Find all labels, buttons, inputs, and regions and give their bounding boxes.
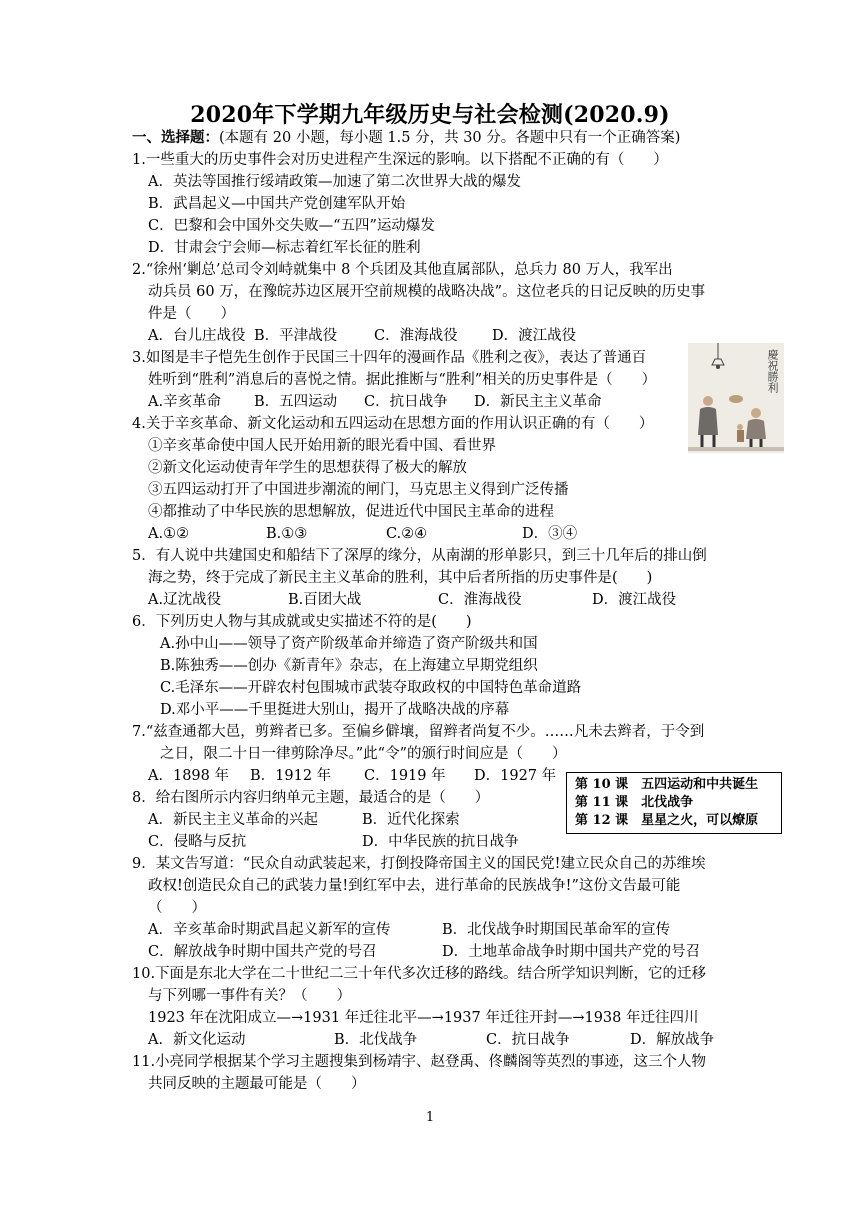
- q5-option-b: B.百团大战: [288, 592, 362, 608]
- q7-stem-line1: 7.“兹查通都大邑，剪辫者已多。至偏乡僻壤，留辫者尚复不少。……凡未去辫者，于令到: [132, 724, 705, 740]
- page-number: 1: [425, 1110, 435, 1125]
- q1-option-a: A．英法等国推行绥靖政策—加速了第二次世界大战的爆发: [148, 174, 521, 190]
- q3-stem-line2: 姓听到“胜利”消息后的喜悦之情。据此推断与“胜利”相关的历史事件是（ ）: [148, 372, 657, 388]
- q2-option-a: A．台儿庄战役: [148, 328, 246, 344]
- q5-stem-line1: 5．有人说中共建国史和船结下了深厚的缘分，从南湖的形单影只，到三十几年后的排山倒: [132, 548, 707, 564]
- q1-option-b: B．武昌起义—中国共产党创建军队开始: [148, 196, 406, 212]
- q5-option-d: D．渡江战役: [592, 592, 677, 608]
- q4-statement-4: ④都推动了中华民族的思想解放，促进近代中国民主革命的进程: [148, 504, 554, 520]
- q2-option-b: B．平津战役: [254, 328, 338, 344]
- q4-statement-3: ③五四运动打开了中国进步潮流的闸门，马克思主义得到广泛传播: [148, 482, 569, 498]
- q4-stem: 4.关于辛亥革命、新文化运动和五四运动在思想方面的作用认识正确的有（ ）: [132, 416, 654, 432]
- lesson-item: 第 10 课 五四运动和中共诞生: [575, 777, 759, 792]
- q3-option-a: A.辛亥革命: [148, 394, 222, 410]
- cartoon-image: [688, 343, 784, 453]
- q9-stem-line1: 9．某文告写道：“民众自动武装起来，打倒投降帝国主义的国民党!建立民众自己的苏维埃: [132, 856, 706, 872]
- q9-option-d: D．土地革命战争时期中国共产党的号召: [442, 944, 701, 960]
- q7-option-d: D．1927 年: [474, 768, 557, 784]
- q9-option-a: A．辛亥革命时期武昌起义新军的宣传: [148, 922, 391, 938]
- q3-option-b: B．五四运动: [254, 394, 338, 410]
- q10-option-d: D．解放战争: [630, 1032, 715, 1048]
- q2-stem-line1: 2.“徐州‘剿总’总司令刘峙就集中 8 个兵团及其他直属部队，总兵力 80 万人，我军出: [132, 262, 673, 278]
- q8-option-d: D．中华民族的抗日战争: [362, 834, 519, 850]
- q11-stem-line1: 11.小亮同学根据某个学习主题搜集到杨靖宇、赵登禹、佟麟阁等英烈的事迹，这三个人物: [132, 1054, 707, 1070]
- lesson-item: 第 11 课 北伐战争: [575, 795, 694, 810]
- section-label: 一、选择题：: [132, 129, 219, 146]
- q7-option-b: B．1912 年: [250, 768, 332, 784]
- q3-option-d: D．新民主主义革命: [474, 394, 602, 410]
- q10-route: 1923 年在沈阳成立—→1931 年迁往北平—→1937 年迁往开封—→1938 年迁往四川: [148, 1010, 699, 1026]
- exam-title: 2020年下学期九年级历史与社会检测(2020.9): [190, 102, 670, 128]
- q5-option-c: C．淮海战役: [438, 592, 522, 608]
- q9-stem-line2: 政权!创造民众自己的武装力量!到红军中去，进行革命的民族战争!”这份文告最可能: [148, 878, 681, 894]
- q9-option-b: B．北伐战争时期国民革命军的宣传: [442, 922, 671, 938]
- q10-option-a: A．新文化运动: [148, 1032, 246, 1048]
- q2-option-d: D．渡江战役: [492, 328, 577, 344]
- section-desc: (本题有 20 小题，每小题 1.5 分，共 30 分。各题中只有一个正确答案): [219, 130, 681, 146]
- lesson-list-box: [566, 772, 782, 834]
- q6-option-c: C.毛泽东——开辟农村包围城市武装夺取政权的中国特色革命道路: [160, 680, 582, 696]
- cartoon-caption: 慶祝勝利: [766, 349, 779, 393]
- section-heading: [132, 128, 680, 148]
- q4-option-b: B.①③: [266, 526, 308, 542]
- q9-option-c: C．解放战争时期中国共产党的号召: [148, 944, 377, 960]
- q10-stem-line2: 与下列哪一事件有关？（ ）: [148, 988, 351, 1004]
- q5-option-a: A.辽沈战役: [148, 592, 222, 608]
- q4-option-d: D．③④: [522, 526, 578, 542]
- q11-stem-line2: 共同反映的主题最可能是（ ）: [148, 1076, 366, 1092]
- q1-option-c: C．巴黎和会中国外交失败—“五四”运动爆发: [148, 218, 435, 234]
- q9-stem-line3: （ ）: [148, 900, 206, 916]
- q10-stem-line1: 10.下面是东北大学在二十世纪二三十年代多次迁移的路线。结合所学知识判断，它的迁移: [132, 966, 707, 982]
- q5-stem-line2: 海之势，终于完成了新民主主义革命的胜利，其中后者所指的历史事件是( ): [148, 570, 653, 586]
- q1-stem: 1.一些重大的历史事件会对历史进程产生深远的影响。以下搭配不正确的有（ ）: [132, 152, 668, 168]
- q6-option-a: A.孙中山——领导了资产阶级革命并缔造了资产阶级共和国: [160, 636, 538, 652]
- q1-option-d: D．甘肃会宁会师—标志着红军长征的胜利: [148, 240, 421, 256]
- q6-option-d: D.邓小平——千里挺进大别山，揭开了战略决战的序幕: [160, 702, 510, 718]
- q8-option-c: C．侵略与反抗: [148, 834, 247, 850]
- q8-option-b: B．近代化探索: [362, 812, 460, 828]
- q2-stem-line2: 动兵员 60 万，在豫皖苏边区展开空前规模的战略决战”。这位老兵的日记反映的历史事: [148, 284, 706, 300]
- q2-option-c: C．淮海战役: [374, 328, 458, 344]
- q4-option-a: A.①②: [148, 526, 190, 542]
- q6-stem: 6．下列历史人物与其成就或史实描述不符的是( ): [132, 614, 472, 630]
- q10-option-b: B．北伐战争: [334, 1032, 418, 1048]
- q3-stem-line1: 3.如图是丰子恺先生创作于民国三十四年的漫画作品《胜利之夜》，表达了普通百: [132, 350, 647, 366]
- q8-option-a: A．新民主主义革命的兴起: [148, 812, 318, 828]
- q4-statement-2: ②新文化运动使青年学生的思想获得了极大的解放: [148, 460, 467, 476]
- q4-option-c: C.②④: [386, 526, 428, 542]
- q7-option-a: A．1898 年: [148, 768, 229, 784]
- q6-option-b: B.陈独秀——创办《新青年》杂志，在上海建立早期党组织: [160, 658, 538, 674]
- lesson-item: 第 12 课 星星之火，可以燎原: [575, 813, 759, 828]
- q7-stem-line2: 之日，限二十日一律剪除净尽。”此“令”的颁行时间应是（ ）: [160, 746, 567, 762]
- q8-stem: 8．给右图所示内容归纳单元主题，最适合的是（ ）: [132, 790, 490, 806]
- q7-option-c: C．1919 年: [364, 768, 446, 784]
- q2-stem-line3: 件是（ ）: [148, 306, 235, 322]
- q4-statement-1: ①辛亥革命使中国人民开始用新的眼光看中国、看世界: [148, 438, 496, 454]
- q10-option-c: C．抗日战争: [486, 1032, 570, 1048]
- q3-option-c: C．抗日战争: [364, 394, 448, 410]
